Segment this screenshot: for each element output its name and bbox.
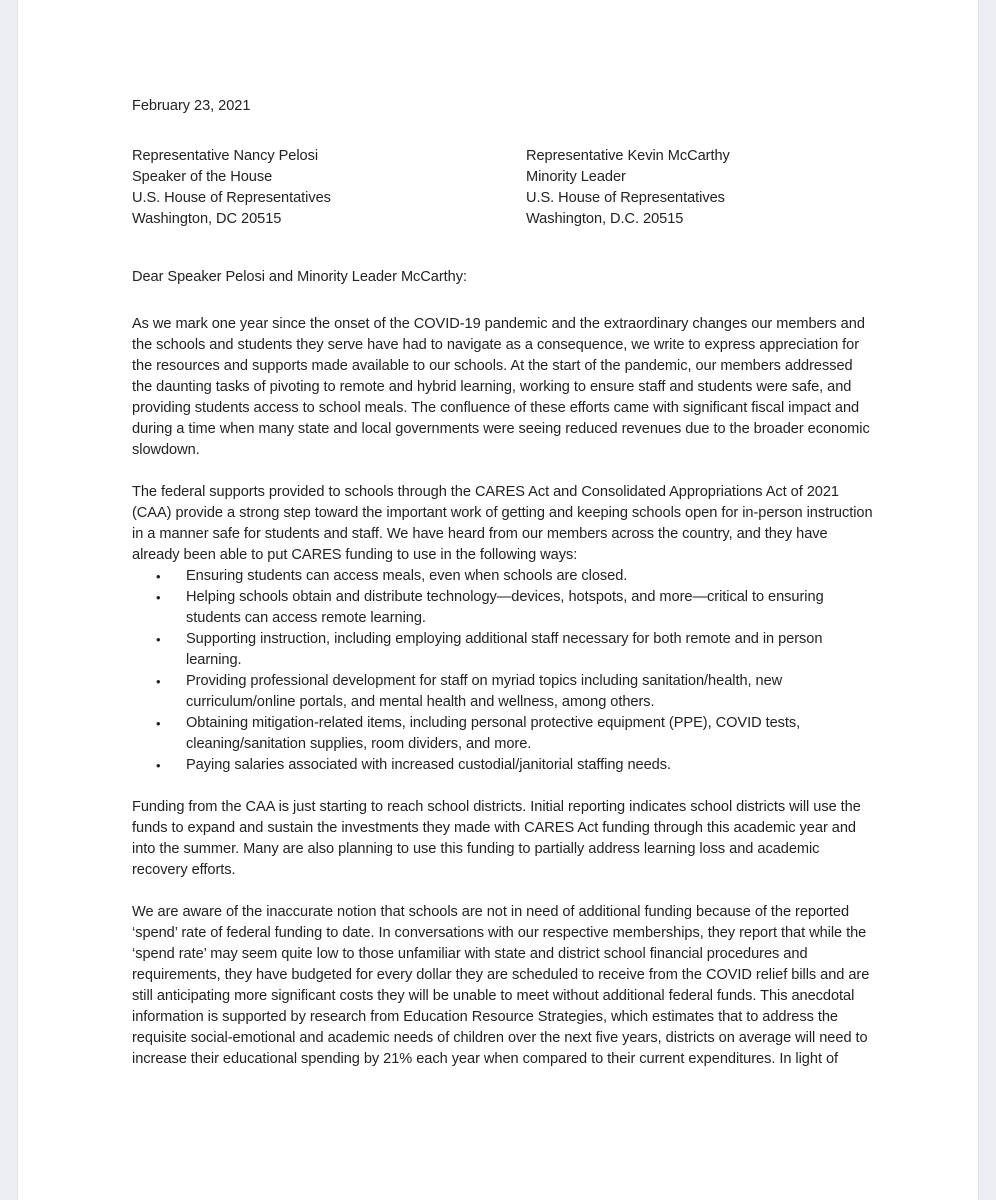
document-page <box>18 0 978 1200</box>
recipient-title: Speaker of the House <box>132 169 273 185</box>
recipient-mccarthy <box>526 146 876 230</box>
letter-body <box>132 96 876 1091</box>
list-item: • Helping schools obtain and distribute technology—devices, hotspots, and more—critical to ensuring students can access remote learning. <box>132 587 876 629</box>
recipient-block <box>132 146 876 230</box>
letter-date: February 23, 2021 <box>132 98 251 114</box>
list-item: • Supporting instruction, including employing additional staff necessary for both remote and in person learning. <box>132 629 876 671</box>
recipient-body: U.S. House of Representatives <box>132 190 331 206</box>
list-item: • Obtaining mitigation-related items, including personal protective equipment (PPE), COVID tests, cleaning/sanitation supplies, room dividers, and more. <box>132 713 876 755</box>
recipient-title: Minority Leader <box>526 169 626 185</box>
list-item: • Ensuring students can access meals, even when schools are closed. <box>132 566 876 587</box>
paragraph-3: Funding from the CAA is just starting to reach school districts. Initial reporting indicates school districts will use the funds to expand and sustain the investments they made with CARES Act funding through this academic year and into the summer. Many are also planning to use this funding to partially address learning loss and academic recovery efforts. <box>132 799 861 878</box>
recipient-body: U.S. House of Representatives <box>526 190 725 206</box>
cares-uses-list <box>132 566 876 776</box>
paragraph-4: We are aware of the inaccurate notion that schools are not in need of additional funding because of the reported ‘spend’ rate of federal funding to date. In conversations with our respective memberships, they report that while the ‘spend rate’ may seem quite low to those unfamiliar with state and district school financial procedures and requirements, they have budgeted for every dollar they are scheduled to receive from the COVID relief bills and are still anticipating more significant costs they will be unable to meet without additional federal funds. This anecdotal information is supported by research from Education Resource Strategies, which estimates that to address the requisite social-emotional and academic needs of children over the next five years, districts on average will need to increase their educational spending by 21% each year when compared to their current expenditures. In light of <box>132 904 870 1067</box>
paragraph-1: As we mark one year since the onset of the COVID-19 pandemic and the extraordinary changes our members and the schools and students they serve have had to navigate as a consequence, we write to express appreciation for the resources and supports made available to our schools. At the start of the pandemic, our members addressed the daunting tasks of pivoting to remote and hybrid learning, working to ensure staff and students were safe, and providing students access to school meals. The confluence of these efforts came with significant fiscal impact and during a time when many state and local governments were seeing reduced revenues due to the broader economic slowdown. <box>132 316 870 458</box>
recipient-location: Washington, D.C. 20515 <box>526 211 684 227</box>
list-item: • Providing professional development for staff on myriad topics including sanitation/health, new curriculum/online portals, and mental health and wellness, among others. <box>132 671 876 713</box>
paragraph-2: The federal supports provided to schools through the CARES Act and Consolidated Appropriations Act of 2021 (CAA) provide a strong step toward the important work of getting and keeping schools open for in-person instruction in a manner safe for students and staff. We have heard from our members across the country, and they have already been able to put CARES funding to use in the following ways: <box>132 484 873 563</box>
recipient-location: Washington, DC 20515 <box>132 211 282 227</box>
letter-salutation: Dear Speaker Pelosi and Minority Leader McCarthy: <box>132 269 467 285</box>
list-item: • Paying salaries associated with increased custodial/janitorial staffing needs. <box>132 755 876 776</box>
recipient-name: Representative Kevin McCarthy <box>526 148 730 164</box>
recipient-name: Representative Nancy Pelosi <box>132 148 319 164</box>
recipient-pelosi <box>132 146 526 230</box>
